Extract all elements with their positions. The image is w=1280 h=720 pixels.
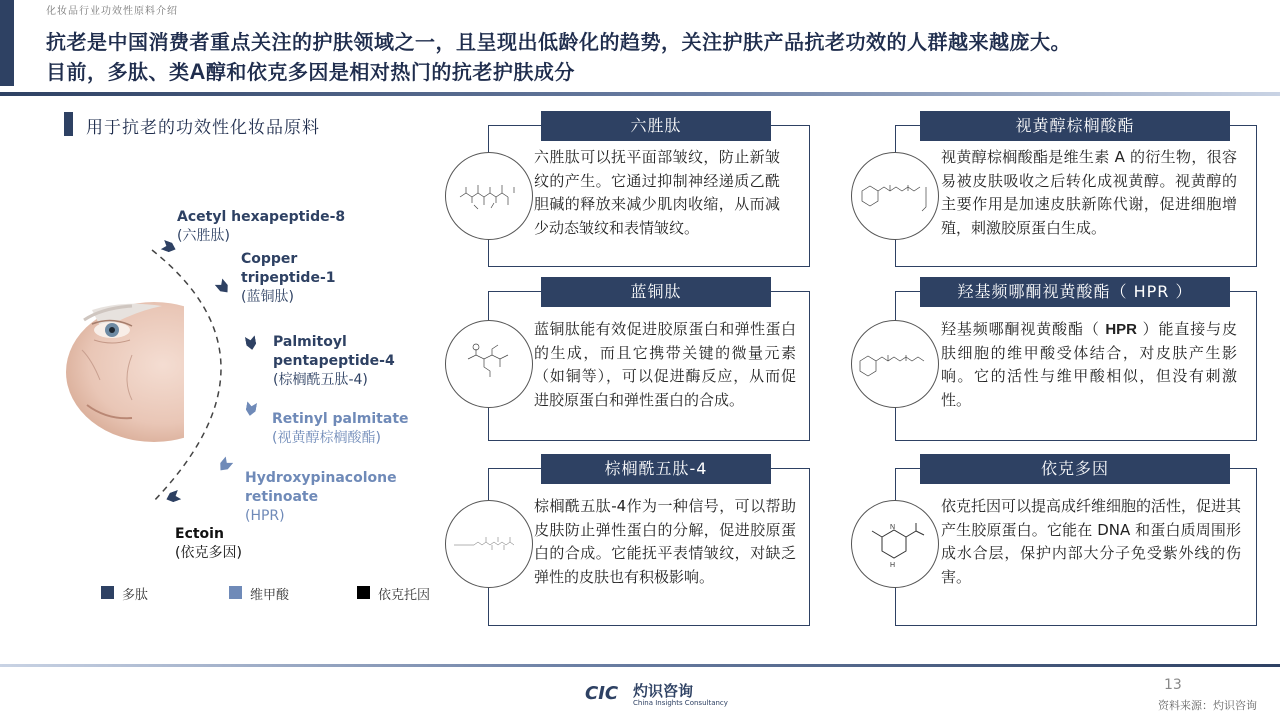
card-body-retinyl: 视黄醇棕榈酸酯是维生素 A 的衍生物，很容易被皮肤吸收之后转化成视黄醇。视黄醇的主要作用是加速皮肤新陈代谢，促进细胞增殖，刺激胶原蛋白生成。 xyxy=(941,148,1237,237)
molecule-structure-icon xyxy=(851,500,939,588)
timeline-item-copper xyxy=(241,250,336,307)
timeline-item-en-line: retinoate xyxy=(245,489,319,505)
legend-swatch-peptide xyxy=(101,586,114,599)
timeline-item-en-line: Hydroxypinacolone xyxy=(245,470,397,486)
card-body-hexapeptide: 六胜肽可以抚平面部皱纹，防止新皱纹的产生。它通过抑制神经递质乙酰胆碱的释放来减少肌肉收缩，从而减少动态皱纹和表情皱纹。 xyxy=(534,148,780,237)
footer-divider xyxy=(0,664,1280,667)
timeline-item-en-line: Palmitoyl xyxy=(273,334,347,350)
molecule-structure-icon xyxy=(851,152,939,240)
timeline-item-hpr xyxy=(245,469,397,526)
card-title-hexapeptide: 六胜肽 xyxy=(541,111,771,141)
timeline-item-en: Acetyl hexapeptide-8 xyxy=(177,209,346,225)
legend-label-retinoid: 维甲酸 xyxy=(250,588,290,603)
card-body-hpr xyxy=(941,318,1237,412)
header-accent-bar xyxy=(0,0,14,86)
timeline-item-cn: (六胜肽) xyxy=(177,228,230,244)
molecule-structure-icon xyxy=(445,152,533,240)
card-title-ectoin: 依克多因 xyxy=(920,454,1230,484)
card-body-pentapeptide: 棕榈酰五肽-4作为一种信号，可以帮助皮肤防止弹性蛋白的分解，促进胶原蛋白的合成。它能抚平表情皱纹，对缺乏弹性的皮肤也有积极影响。 xyxy=(534,497,796,586)
section-marker xyxy=(64,112,73,136)
logo-mark: CIC xyxy=(585,683,619,704)
timeline-item-en-line: Copper xyxy=(241,251,298,267)
section-title: 用于抗老的功效性化妆品原料 xyxy=(86,118,320,138)
headline-line-1: 抗老是中国消费者重点关注的护肤领域之一，且呈现出低龄化的趋势，关注护肤产品抗老功效的人群越来越庞大。 xyxy=(46,30,1071,54)
logo-name-en: China Insights Consultancy xyxy=(633,699,728,707)
timeline-item-cn: (蓝铜肽) xyxy=(241,289,294,305)
molecule-structure-icon xyxy=(445,500,533,588)
timeline-item-retinyl xyxy=(272,410,409,448)
svg-text:H: H xyxy=(890,562,896,569)
card-body-hpr-post: ）能直接与皮肤细胞的维甲酸受体结合，对皮肤产生影响。它的活性与维甲酸相似，但没有刺激性。 xyxy=(941,320,1237,409)
timeline-item-hexapeptide xyxy=(177,208,345,246)
timeline-item-en-line: (HPR) xyxy=(245,508,285,524)
card-body-hpr-pre: 羟基频哪酮视黄酸酯（ xyxy=(941,320,1106,338)
headline-line-2 xyxy=(46,56,575,85)
logo-name-cn: 灼识咨询 xyxy=(633,682,694,700)
timeline-item-en-line: tripeptide-1 xyxy=(241,270,336,286)
headline-line-2-bold: A xyxy=(189,59,206,84)
timeline-item-ectoin xyxy=(175,525,242,563)
card-title-retinyl: 视黄醇棕榈酸酯 xyxy=(920,111,1230,141)
card-title-hpr: 羟基频哪酮视黄酸酯（ HPR ） xyxy=(920,277,1230,307)
timeline-item-cn: (视黄醇棕榈酸酯) xyxy=(272,430,381,446)
headline-line-2-post: 醇和依克多因是相对热门的抗老护肤成分 xyxy=(205,60,575,84)
card-body-copper: 蓝铜肽能有效促进胶原蛋白和弹性蛋白的生成，而且它携带关键的微量元素（如铜等），可以促进酶反应，从而促进胶原蛋白和弹性蛋白的合成。 xyxy=(534,320,796,409)
timeline-item-en-line: pentapeptide-4 xyxy=(273,353,395,369)
legend-swatch-retinoid xyxy=(229,586,242,599)
header-divider xyxy=(0,92,1280,96)
card-body-ectoin: 依克托因可以提高成纤维细胞的活性，促进其产生胶原蛋白。它能在 DNA 和蛋白质周围形成水合层，保护内部大分子免受紫外线的伤害。 xyxy=(941,497,1242,586)
timeline-item-en: Retinyl palmitate xyxy=(272,411,409,427)
source-note: 资料来源：灼识咨询 xyxy=(1158,699,1257,712)
card-body-hpr-bold: HPR xyxy=(1105,321,1137,338)
molecule-structure-icon xyxy=(445,320,533,408)
timeline-item-pentapeptide xyxy=(273,333,395,390)
legend-label-peptide: 多肽 xyxy=(122,588,149,603)
breadcrumb: 化妆品行业功效性原料介绍 xyxy=(46,6,178,17)
molecule-structure-icon xyxy=(851,320,939,408)
card-title-pentapeptide: 棕榈酰五肽-4 xyxy=(541,454,771,484)
card-title-copper: 蓝铜肽 xyxy=(541,277,771,307)
timeline-item-cn: (棕榈酰五肽-4) xyxy=(273,372,368,388)
legend-swatch-ectoin xyxy=(357,586,370,599)
page-number: 13 xyxy=(1164,677,1182,693)
svg-text:N: N xyxy=(890,524,896,531)
headline-line-2-pre: 目前，多肽、类 xyxy=(46,60,190,84)
timeline-item-en: Ectoin xyxy=(175,526,224,542)
legend-label-ectoin: 依克托因 xyxy=(378,588,431,603)
timeline-item-cn: (依克多因) xyxy=(175,545,242,561)
